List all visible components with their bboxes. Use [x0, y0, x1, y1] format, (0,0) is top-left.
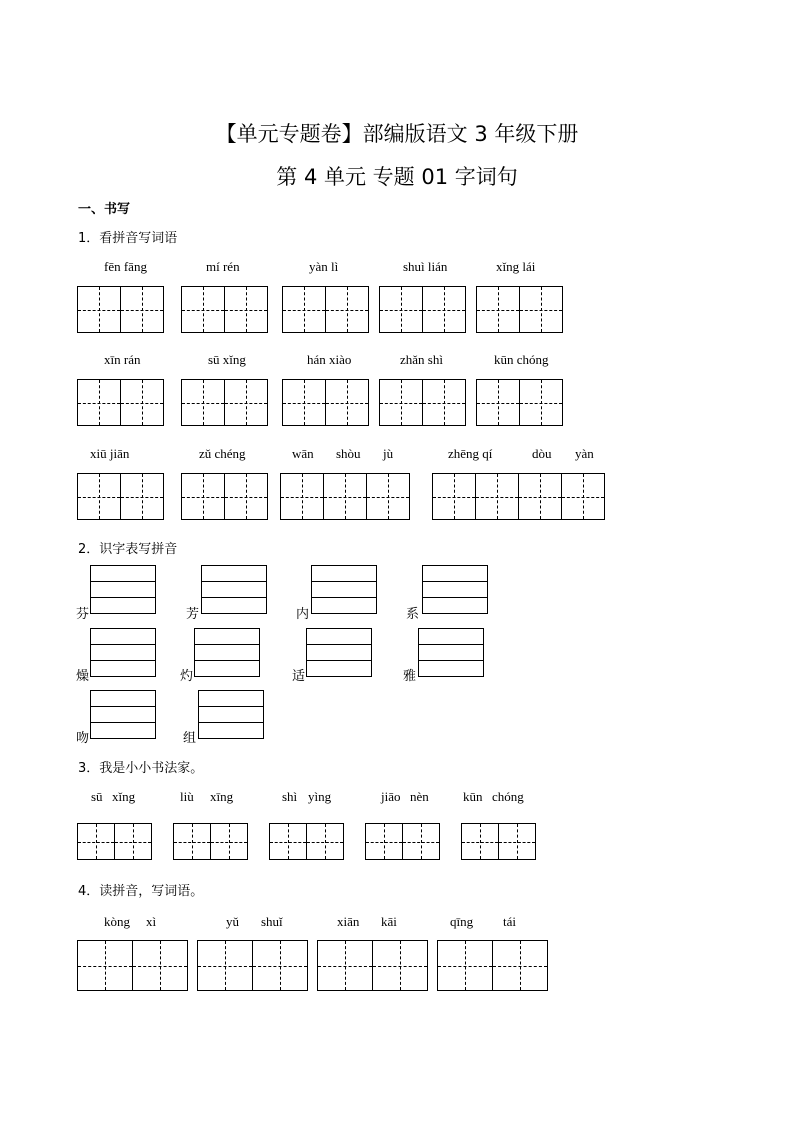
writing-grid[interactable]: [77, 940, 188, 991]
pinyin-label: xīng: [210, 789, 234, 804]
pinyin-writing-lines[interactable]: [422, 565, 488, 614]
writing-grid[interactable]: [365, 823, 440, 860]
question-1-label: 1．看拼音写词语: [78, 231, 178, 246]
pinyin-label: shòu: [336, 446, 361, 461]
pinyin-label: zǔ chéng: [199, 446, 246, 461]
pinyin-label: jiāo: [381, 789, 401, 804]
pinyin-writing-lines[interactable]: [201, 565, 267, 614]
pinyin-label: yàn: [575, 446, 594, 461]
page-title: 【单元专题卷】部编版语文 3 年级下册: [215, 122, 579, 146]
pinyin-writing-lines[interactable]: [90, 690, 156, 739]
pinyin-label: kūn: [463, 789, 483, 804]
writing-grid[interactable]: [77, 379, 164, 426]
pinyin-label: xiū jiān: [90, 446, 130, 461]
pinyin-writing-lines[interactable]: [306, 628, 372, 677]
pinyin-label: liù: [180, 789, 194, 804]
pinyin-label: mí rén: [206, 259, 240, 274]
writing-grid[interactable]: [432, 473, 605, 520]
writing-grid[interactable]: [77, 286, 164, 333]
pinyin-writing-lines[interactable]: [90, 565, 156, 614]
question-2-label: 2．识字表写拼音: [78, 542, 178, 557]
pinyin-label: qīng: [450, 914, 474, 929]
pinyin-label: yàn lì: [309, 259, 339, 274]
writing-grid[interactable]: [77, 473, 164, 520]
writing-grid[interactable]: [476, 379, 563, 426]
pinyin-label: xì: [146, 914, 157, 929]
pinyin-label: kòng: [104, 914, 130, 929]
writing-grid[interactable]: [379, 379, 466, 426]
pinyin-label: shuì lián: [403, 259, 448, 274]
pinyin-label: sū: [91, 789, 103, 804]
pinyin-label: zhēng qí: [448, 446, 493, 461]
pinyin-writing-lines[interactable]: [194, 628, 260, 677]
pinyin-label: dòu: [532, 446, 552, 461]
pinyin-label: sū xǐng: [208, 352, 246, 367]
writing-grid[interactable]: [437, 940, 548, 991]
pinyin-label: hán xiào: [307, 352, 352, 367]
pinyin-label: xiān: [337, 914, 360, 929]
pinyin-writing-lines[interactable]: [90, 628, 156, 677]
writing-grid[interactable]: [282, 379, 369, 426]
hanzi-char: 芬: [76, 607, 90, 622]
writing-grid[interactable]: [379, 286, 466, 333]
hanzi-char: 燥: [76, 669, 90, 684]
pinyin-label: yìng: [308, 789, 332, 804]
pinyin-writing-lines[interactable]: [418, 628, 484, 677]
pinyin-label: fēn fāng: [104, 259, 147, 274]
hanzi-char: 系: [406, 607, 420, 622]
pinyin-label: zhǎn shì: [400, 352, 443, 367]
pinyin-label: wān: [292, 446, 314, 461]
writing-grid[interactable]: [280, 473, 410, 520]
pinyin-label: xǐng lái: [496, 259, 536, 274]
writing-grid[interactable]: [181, 379, 268, 426]
hanzi-char: 雅: [403, 669, 417, 684]
question-3-label: 3．我是小小书法家。: [78, 761, 204, 776]
pinyin-label: chóng: [492, 789, 524, 804]
writing-grid[interactable]: [461, 823, 536, 860]
page-subtitle: 第 4 单元 专题 01 字词句: [276, 165, 518, 189]
pinyin-label: kūn chóng: [494, 352, 549, 367]
writing-grid[interactable]: [197, 940, 308, 991]
hanzi-char: 吻: [76, 731, 90, 746]
writing-grid[interactable]: [269, 823, 344, 860]
pinyin-label: xǐng: [112, 789, 136, 804]
pinyin-label: xīn rán: [104, 352, 141, 367]
pinyin-label: shì: [282, 789, 298, 804]
pinyin-label: yǔ: [226, 914, 239, 929]
hanzi-char: 组: [183, 731, 197, 746]
hanzi-char: 芳: [186, 607, 200, 622]
question-4-label: 4．读拼音，写词语。: [78, 884, 204, 899]
writing-grid[interactable]: [317, 940, 428, 991]
writing-grid[interactable]: [476, 286, 563, 333]
pinyin-label: shuǐ: [261, 914, 283, 929]
hanzi-char: 适: [292, 669, 306, 684]
writing-grid[interactable]: [173, 823, 248, 860]
writing-grid[interactable]: [181, 286, 268, 333]
pinyin-writing-lines[interactable]: [311, 565, 377, 614]
section-heading: 一、书写: [78, 202, 131, 217]
writing-grid[interactable]: [77, 823, 152, 860]
pinyin-label: kāi: [381, 914, 397, 929]
pinyin-label: nèn: [410, 789, 429, 804]
pinyin-writing-lines[interactable]: [198, 690, 264, 739]
writing-grid[interactable]: [282, 286, 369, 333]
hanzi-char: 内: [296, 607, 310, 622]
hanzi-char: 灼: [180, 669, 194, 684]
pinyin-label: tái: [503, 914, 516, 929]
pinyin-label: jù: [383, 446, 394, 461]
writing-grid[interactable]: [181, 473, 268, 520]
